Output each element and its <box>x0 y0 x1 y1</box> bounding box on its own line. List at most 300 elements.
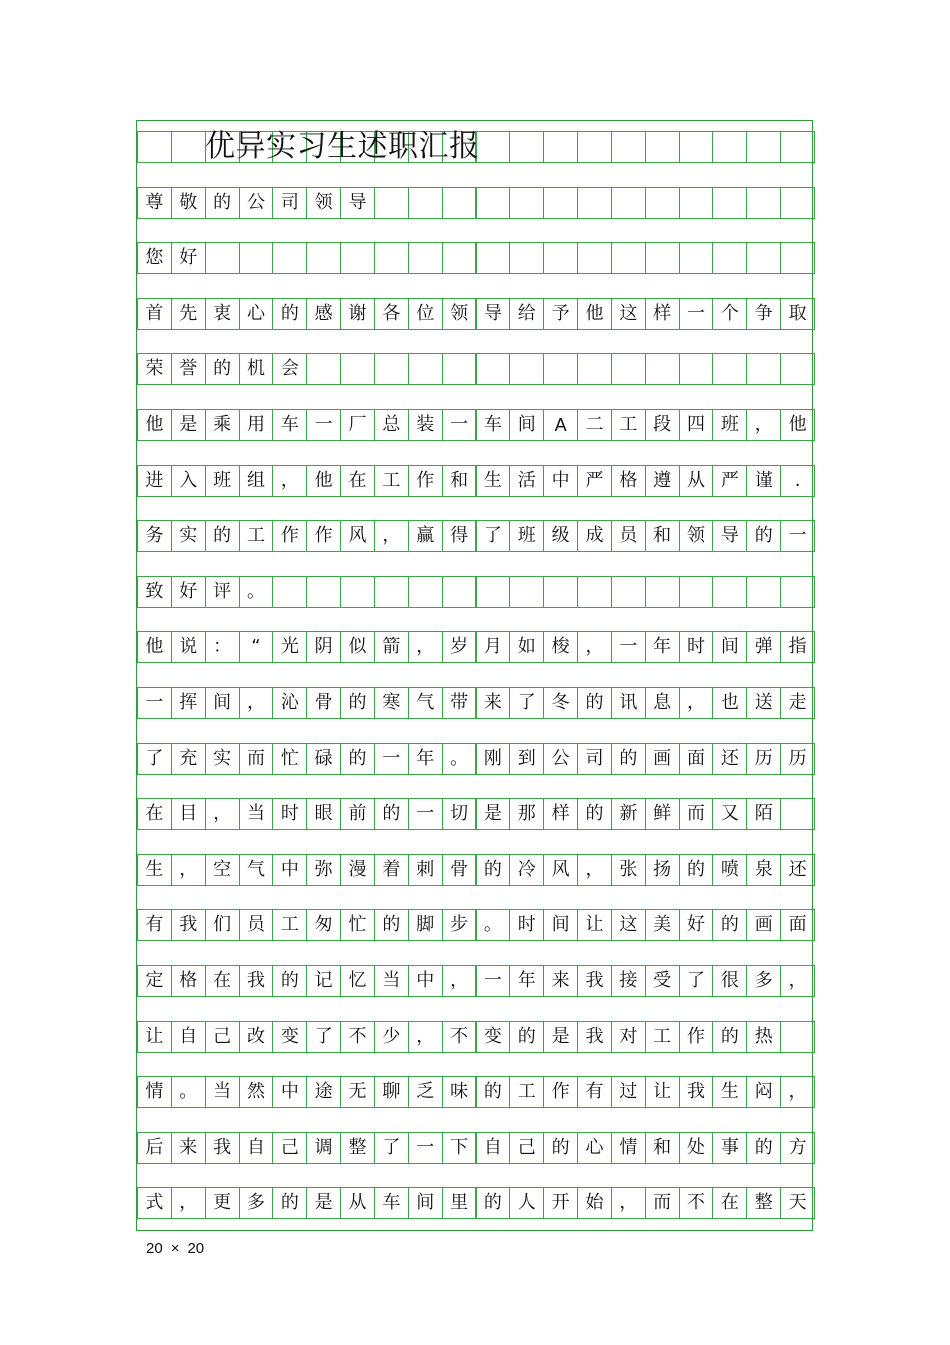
grid-cell: ， <box>239 687 274 719</box>
grid-cell: 好 <box>679 909 714 941</box>
grid-cell: 评 <box>205 576 240 608</box>
grid-cell: 情 <box>137 1076 172 1108</box>
grid-cell: ， <box>205 798 240 830</box>
grid-cell: 的 <box>272 1187 307 1219</box>
grid-cell: 说 <box>171 631 206 663</box>
grid-cell <box>679 576 714 608</box>
grid-cell <box>408 576 443 608</box>
grid-cell: 员 <box>611 520 646 552</box>
grid-cell: 工 <box>611 409 646 441</box>
grid-cell: 面 <box>780 909 815 941</box>
title-grid-cell <box>746 131 781 163</box>
grid-cell: ， <box>679 687 714 719</box>
grid-cell: 来 <box>171 1132 206 1164</box>
grid-cell: 来 <box>543 965 578 997</box>
grid-cell: ， <box>577 854 612 886</box>
grid-cell: 画 <box>746 909 781 941</box>
grid-cell: 好 <box>171 576 206 608</box>
grid-cell: 我 <box>577 1021 612 1053</box>
grid-cell <box>679 187 714 219</box>
grid-cell: 一 <box>442 409 477 441</box>
grid-cell: 到 <box>509 743 544 775</box>
grid-cell: 工 <box>509 1076 544 1108</box>
grid-cell: 实 <box>171 520 206 552</box>
grid-cell: 作 <box>306 520 341 552</box>
grid-cell: 成 <box>577 520 612 552</box>
grid-cell: 样 <box>543 798 578 830</box>
grid-cell: 赢 <box>408 520 443 552</box>
grid-cell <box>746 187 781 219</box>
grid-cell: 讯 <box>611 687 646 719</box>
grid-cell: 风 <box>340 520 375 552</box>
grid-cell: 车 <box>272 409 307 441</box>
grid-cell: ， <box>577 631 612 663</box>
grid-cell: 还 <box>712 743 747 775</box>
grid-cell <box>306 353 341 385</box>
grid-cell: 自 <box>476 1132 511 1164</box>
grid-cell: 调 <box>306 1132 341 1164</box>
grid-cell: 岁 <box>442 631 477 663</box>
title-grid-cell <box>476 131 511 163</box>
grid-cell: 他 <box>137 631 172 663</box>
grid-cell: 寒 <box>374 687 409 719</box>
manuscript-grid <box>136 120 813 1231</box>
grid-cell <box>476 187 511 219</box>
grid-cell: 的 <box>611 743 646 775</box>
grid-cell: 导 <box>712 520 747 552</box>
grid-cell: 领 <box>306 187 341 219</box>
grid-cell: 格 <box>611 465 646 497</box>
grid-cell: 然 <box>239 1076 274 1108</box>
grid-cell: ， <box>780 1076 815 1108</box>
grid-cell <box>442 242 477 274</box>
grid-cell: 活 <box>509 465 544 497</box>
grid-cell: 张 <box>611 854 646 886</box>
grid-cell: 时 <box>679 631 714 663</box>
grid-cell: 公 <box>543 743 578 775</box>
grid-cell: 装 <box>408 409 443 441</box>
grid-cell: 心 <box>239 298 274 330</box>
grid-cell: 下 <box>442 1132 477 1164</box>
grid-cell: 在 <box>205 965 240 997</box>
grid-cell: 让 <box>577 909 612 941</box>
grid-cell: 司 <box>272 187 307 219</box>
grid-cell: 事 <box>712 1132 747 1164</box>
grid-cell: 我 <box>239 965 274 997</box>
grid-cell: 不 <box>340 1021 375 1053</box>
grid-cell <box>645 353 680 385</box>
grid-cell: 导 <box>476 298 511 330</box>
title-grid-cell <box>645 131 680 163</box>
grid-cell <box>442 187 477 219</box>
grid-cell: 的 <box>272 298 307 330</box>
grid-cell: 生 <box>137 854 172 886</box>
grid-cell <box>272 576 307 608</box>
grid-cell: 气 <box>408 687 443 719</box>
grid-cell: 的 <box>374 909 409 941</box>
grid-cell: 遵 <box>645 465 680 497</box>
grid-cell: 的 <box>543 1132 578 1164</box>
grid-cell: 自 <box>171 1021 206 1053</box>
grid-cell: 中 <box>408 965 443 997</box>
grid-cell <box>374 242 409 274</box>
grid-cell: 的 <box>205 520 240 552</box>
grid-cell <box>577 576 612 608</box>
grid-cell: 的 <box>746 1132 781 1164</box>
grid-cell: 还 <box>780 854 815 886</box>
grid-cell: 的 <box>712 1021 747 1053</box>
grid-cell: 的 <box>476 1187 511 1219</box>
grid-cell: 充 <box>171 743 206 775</box>
grid-cell: 有 <box>577 1076 612 1108</box>
grid-cell: 也 <box>712 687 747 719</box>
grid-cell: 一 <box>679 298 714 330</box>
title-grid-cell <box>509 131 544 163</box>
grid-cell <box>611 242 646 274</box>
grid-cell <box>408 353 443 385</box>
grid-cell: 方 <box>780 1132 815 1164</box>
grid-cell: 的 <box>272 965 307 997</box>
grid-cell: 无 <box>340 1076 375 1108</box>
grid-cell: ： <box>205 631 240 663</box>
grid-cell <box>712 576 747 608</box>
grid-cell: 的 <box>205 353 240 385</box>
grid-cell: 作 <box>679 1021 714 1053</box>
grid-cell: 当 <box>239 798 274 830</box>
grid-cell: 的 <box>340 687 375 719</box>
title-grid-cell <box>712 131 747 163</box>
grid-cell: 一 <box>780 520 815 552</box>
grid-cell: 他 <box>577 298 612 330</box>
grid-cell <box>611 353 646 385</box>
grid-cell <box>340 576 375 608</box>
grid-cell: 如 <box>509 631 544 663</box>
grid-cell: 不 <box>679 1187 714 1219</box>
grid-cell <box>543 353 578 385</box>
grid-cell: 中 <box>272 854 307 886</box>
grid-cell: 记 <box>306 965 341 997</box>
grid-cell: 的 <box>577 798 612 830</box>
grid-cell <box>645 187 680 219</box>
grid-cell: 更 <box>205 1187 240 1219</box>
grid-cell <box>476 353 511 385</box>
grid-cell: 始 <box>577 1187 612 1219</box>
grid-cell <box>509 353 544 385</box>
title-grid-cell <box>679 131 714 163</box>
grid-cell: 我 <box>679 1076 714 1108</box>
grid-cell: 这 <box>611 298 646 330</box>
grid-cell: 用 <box>239 409 274 441</box>
grid-cell: 作 <box>272 520 307 552</box>
grid-cell: 了 <box>679 965 714 997</box>
grid-cell: 的 <box>476 854 511 886</box>
grid-cell: 的 <box>340 743 375 775</box>
grid-cell: 新 <box>611 798 646 830</box>
grid-cell: 开 <box>543 1187 578 1219</box>
grid-cell: 样 <box>645 298 680 330</box>
grid-cell: 而 <box>645 1187 680 1219</box>
grid-rows: 20 <box>187 1240 205 1257</box>
grid-cell: 年 <box>408 743 443 775</box>
grid-cell: 我 <box>205 1132 240 1164</box>
grid-cell: 好 <box>171 242 206 274</box>
grid-cell: 弹 <box>746 631 781 663</box>
grid-cell: 是 <box>476 798 511 830</box>
grid-cell: 冷 <box>509 854 544 886</box>
grid-cell <box>476 242 511 274</box>
grid-cell <box>645 576 680 608</box>
grid-cell: 间 <box>509 409 544 441</box>
grid-cell: 息 <box>645 687 680 719</box>
grid-cell <box>239 242 274 274</box>
grid-cell: 了 <box>374 1132 409 1164</box>
grid-cell: 后 <box>137 1132 172 1164</box>
grid-cell: 间 <box>712 631 747 663</box>
grid-cell <box>476 576 511 608</box>
title-grid-cell <box>611 131 646 163</box>
grid-cell: 扬 <box>645 854 680 886</box>
grid-cell: 味 <box>442 1076 477 1108</box>
grid-cell: 变 <box>476 1021 511 1053</box>
grid-cell: 领 <box>679 520 714 552</box>
grid-cell <box>543 242 578 274</box>
grid-cell <box>577 187 612 219</box>
grid-cell <box>543 187 578 219</box>
grid-cell: 里 <box>442 1187 477 1219</box>
grid-cell: 他 <box>780 409 815 441</box>
grid-cell: 务 <box>137 520 172 552</box>
grid-cell: 实 <box>205 743 240 775</box>
grid-cell: 历 <box>780 743 815 775</box>
grid-cell: ， <box>408 1021 443 1053</box>
grid-cell <box>611 187 646 219</box>
grid-cell: 班 <box>205 465 240 497</box>
grid-cell: 得 <box>442 520 477 552</box>
grid-cell <box>746 353 781 385</box>
title-grid-cell <box>171 131 206 163</box>
grid-cell: 挥 <box>171 687 206 719</box>
grid-cell: 衷 <box>205 298 240 330</box>
grid-cell: 我 <box>577 965 612 997</box>
grid-cell: 我 <box>171 909 206 941</box>
grid-cell: 机 <box>239 353 274 385</box>
grid-cell <box>272 242 307 274</box>
grid-cell: 自 <box>239 1132 274 1164</box>
grid-cell: 前 <box>340 798 375 830</box>
grid-cell: 情 <box>611 1132 646 1164</box>
grid-cell: ， <box>780 965 815 997</box>
grid-cell <box>374 187 409 219</box>
grid-cell: 脚 <box>408 909 443 941</box>
grid-cell: 这 <box>611 909 646 941</box>
grid-cell <box>746 576 781 608</box>
grid-cell: 变 <box>272 1021 307 1053</box>
grid-cell: 过 <box>611 1076 646 1108</box>
grid-cell: 忙 <box>272 743 307 775</box>
grid-cell <box>577 353 612 385</box>
grid-cell: ， <box>272 465 307 497</box>
grid-cell <box>374 353 409 385</box>
grid-cell: 热 <box>746 1021 781 1053</box>
grid-cell: 首 <box>137 298 172 330</box>
grid-cell: 鲜 <box>645 798 680 830</box>
grid-cell: 誉 <box>171 353 206 385</box>
grid-cell: 多 <box>746 965 781 997</box>
grid-cell: 多 <box>239 1187 274 1219</box>
grid-cell <box>645 242 680 274</box>
grid-cell: 而 <box>679 798 714 830</box>
grid-cell: ， <box>408 631 443 663</box>
grid-cell: 刚 <box>476 743 511 775</box>
grid-cell: 弥 <box>306 854 341 886</box>
grid-cell: 整 <box>746 1187 781 1219</box>
grid-cell: 冬 <box>543 687 578 719</box>
grid-cell: 心 <box>577 1132 612 1164</box>
grid-cell: 予 <box>543 298 578 330</box>
grid-cell: 从 <box>679 465 714 497</box>
grid-cell: 眼 <box>306 798 341 830</box>
grid-cell: 指 <box>780 631 815 663</box>
grid-cell: 工 <box>374 465 409 497</box>
grid-cell: 组 <box>239 465 274 497</box>
grid-cell: 的 <box>746 520 781 552</box>
grid-cell: 很 <box>712 965 747 997</box>
grid-cell: 阴 <box>306 631 341 663</box>
grid-cell <box>340 353 375 385</box>
grid-cell: 间 <box>205 687 240 719</box>
grid-cell: 送 <box>746 687 781 719</box>
grid-cell: ， <box>746 409 781 441</box>
grid-cell: 改 <box>239 1021 274 1053</box>
grid-cell: 整 <box>340 1132 375 1164</box>
grid-cell: 致 <box>137 576 172 608</box>
grid-cell: 作 <box>543 1076 578 1108</box>
grid-cell: 骨 <box>306 687 341 719</box>
grid-cell: 二 <box>577 409 612 441</box>
grid-cell: 风 <box>543 854 578 886</box>
grid-cell: 忆 <box>340 965 375 997</box>
grid-cell: 匆 <box>306 909 341 941</box>
grid-cell: 忙 <box>340 909 375 941</box>
grid-cell: 员 <box>239 909 274 941</box>
grid-cell <box>780 187 815 219</box>
grid-cell: 的 <box>679 854 714 886</box>
grid-cell <box>306 576 341 608</box>
grid-cell: 美 <box>645 909 680 941</box>
grid-cell: 荣 <box>137 353 172 385</box>
grid-cell: 当 <box>205 1076 240 1108</box>
grid-cell: 一 <box>408 1132 443 1164</box>
grid-cell: 的 <box>476 1076 511 1108</box>
grid-cell: 感 <box>306 298 341 330</box>
grid-cell: 骨 <box>442 854 477 886</box>
grid-cell <box>509 242 544 274</box>
title-grid-cell <box>577 131 612 163</box>
grid-cell: 时 <box>272 798 307 830</box>
grid-cell: 刺 <box>408 854 443 886</box>
grid-cell: 不 <box>442 1021 477 1053</box>
grid-cell: 式 <box>137 1187 172 1219</box>
grid-cell: ， <box>442 965 477 997</box>
grid-cell: 面 <box>679 743 714 775</box>
grid-cell: 四 <box>679 409 714 441</box>
grid-cell: 又 <box>712 798 747 830</box>
grid-cell: 和 <box>442 465 477 497</box>
grid-cell: 。 <box>442 743 477 775</box>
grid-cell: 步 <box>442 909 477 941</box>
grid-cell: 己 <box>509 1132 544 1164</box>
grid-cell: 箭 <box>374 631 409 663</box>
grid-cell: 年 <box>509 965 544 997</box>
grid-cell: 在 <box>712 1187 747 1219</box>
grid-cell: 光 <box>272 631 307 663</box>
grid-cell: 漫 <box>340 854 375 886</box>
grid-cell: 了 <box>509 687 544 719</box>
grid-cell: 各 <box>374 298 409 330</box>
grid-cell <box>306 242 341 274</box>
grid-cell: 是 <box>306 1187 341 1219</box>
grid-cell <box>780 576 815 608</box>
grid-cell: 的 <box>509 1021 544 1053</box>
grid-cell: 公 <box>239 187 274 219</box>
grid-cell: 泉 <box>746 854 781 886</box>
grid-cell: “ <box>239 631 274 663</box>
grid-cell: 级 <box>543 520 578 552</box>
grid-cell: 带 <box>442 687 477 719</box>
grid-cell: 是 <box>543 1021 578 1053</box>
grid-cell: 。 <box>476 909 511 941</box>
grid-cell: 在 <box>340 465 375 497</box>
grid-cell <box>712 353 747 385</box>
grid-cell: ， <box>171 854 206 886</box>
grid-cell <box>543 576 578 608</box>
grid-cell <box>780 798 815 830</box>
grid-cell: 目 <box>171 798 206 830</box>
grid-cell: 处 <box>679 1132 714 1164</box>
grid-cell <box>712 242 747 274</box>
grid-cell: 那 <box>509 798 544 830</box>
grid-cell: 总 <box>374 409 409 441</box>
grid-cell: 气 <box>239 854 274 886</box>
grid-cell: 画 <box>645 743 680 775</box>
grid-cell: 时 <box>509 909 544 941</box>
grid-cell: 敬 <box>171 187 206 219</box>
grid-cell: 的 <box>577 687 612 719</box>
grid-cell: 间 <box>543 909 578 941</box>
grid-cell: 天 <box>780 1187 815 1219</box>
grid-cell: 一 <box>137 687 172 719</box>
grid-cell: 一 <box>306 409 341 441</box>
grid-cell: 一 <box>374 743 409 775</box>
grid-cell <box>780 242 815 274</box>
grid-cell: A <box>543 409 578 441</box>
grid-cell <box>746 242 781 274</box>
grid-cell <box>780 1021 815 1053</box>
grid-cell: 工 <box>272 909 307 941</box>
grid-cell: 少 <box>374 1021 409 1053</box>
grid-cell: 己 <box>205 1021 240 1053</box>
grid-cell: 沁 <box>272 687 307 719</box>
grid-cell: 车 <box>374 1187 409 1219</box>
grid-cell: 让 <box>645 1076 680 1108</box>
grid-cell: 尊 <box>137 187 172 219</box>
grid-cell: 人 <box>509 1187 544 1219</box>
grid-cell: . <box>780 465 815 497</box>
grid-cell: 班 <box>712 409 747 441</box>
grid-cell: 格 <box>171 965 206 997</box>
grid-cell <box>679 242 714 274</box>
grid-cell: 厂 <box>340 409 375 441</box>
